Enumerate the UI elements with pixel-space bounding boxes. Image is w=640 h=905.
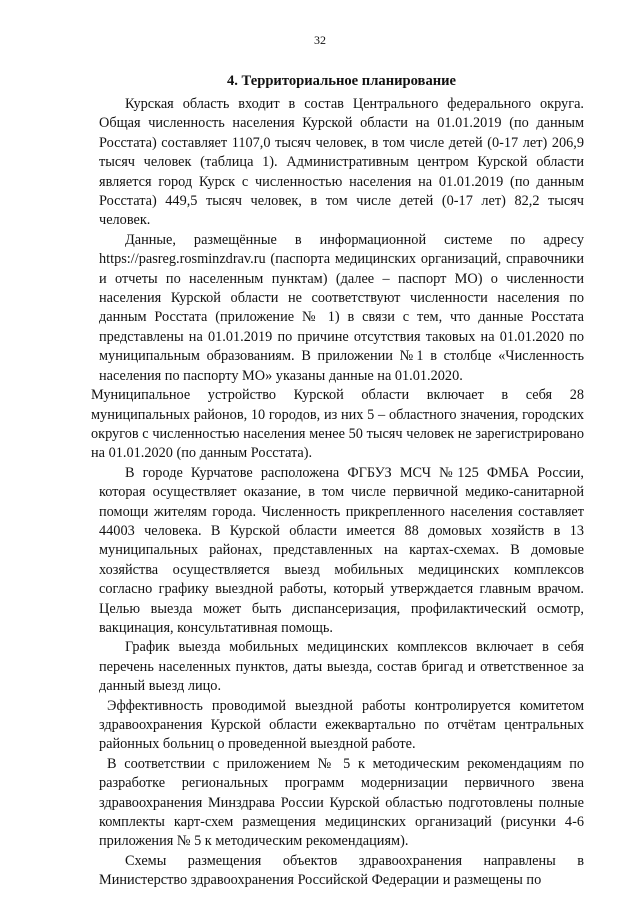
paragraph-passport-data: Данные, размещённые в информационной системе по адресу https://pasreg.rosminzdrav.ru (паспорта медицинских организаций, справочники и отчеты по населенным пунктам) (далее – паспорт МО) о численности населения Курской области не соответствуют численности населения по данным Росстата (приложение № 1) в связи с тем, что данные Росстата представлены на 01.01.2019 по причине отсутствия таковых на 01.01.2020 по муниципальным образованиям. В приложении №1 в столбце «Численность населения по паспорту МО» указаны данные на 01.01.2020. bbox=[99, 231, 584, 384]
paragraph-kurchatov: В городе Курчатове расположена ФГБУЗ МСЧ №125 ФМБА России, которая осуществляет оказание, в том числе первичной медико-санитарной помощи жителям города. Численность прикрепленного населения составляет 44003 человека. В Курской области имеется 88 домовых хозяйств в 13 муниципальных районах, представленных на картах-схемах. В домовые хозяйства осуществляется выезд мобильных медицинских комплексов согласно графику выездной работы, который утверждается главным врачом. Целью выезда может быть диспансеризация, профилактический осмотр, вакцинация, консультативная помощь. bbox=[99, 464, 584, 636]
document-body bbox=[91, 72, 584, 891]
section-title: 4. Территориальное планирование bbox=[226, 73, 457, 89]
paragraph-municipal-structure: Муниципальное устройство Курской области включает в себя 28 муниципальных районов, 10 городов, из них 5 – областного значения, городских округов с численностью населения менее 50 тысяч человек не зарегистрировано на 01.01.2020 (по данным Росстата). bbox=[91, 387, 584, 462]
paragraph-population: Курская область входит в состав Центрального федерального округа. Общая численность населения Курской области на 01.01.2019 (по данным Росстата) составляет 1107,0 тысяч человек, в том числе детей (0-17 лет) 206,9 тысяч человек (таблица 1). Административным центром Курской области является город Курск с численностью населения на 01.01.2019 (по данным Росстата) 449,5 тысяч человек, в том числе детей (0-17 лет) 82,2 тысяч человек. bbox=[99, 96, 584, 229]
paragraph-schemes: Схемы размещения объектов здравоохранения направлены в Министерство здравоохранения Российской Федерации и размещены по bbox=[99, 852, 584, 889]
paragraph-schedule: График выезда мобильных медицинских комплексов включает в себя перечень населенных пунктов, даты выезда, состав бригад и ответственное за данный выезд лицо. bbox=[99, 639, 584, 695]
paragraph-appendix-5: В соответствии с приложением № 5 к методическим рекомендациям по разработке региональных программ модернизации первичного звена здравоохранения Минздрава России Курской областью подготовлены полные комплекты карт-схем размещения медицинских организаций (рисунки 4-6 приложения № 5 к методическим рекомендациям). bbox=[99, 755, 584, 850]
page-number: 32 bbox=[314, 33, 326, 47]
paragraph-efficiency: Эффективность проводимой выездной работы контролируется комитетом здравоохранения Курской области ежеквартально по отчётам центральных районных больниц о проведенной выездной работе. bbox=[99, 697, 584, 753]
